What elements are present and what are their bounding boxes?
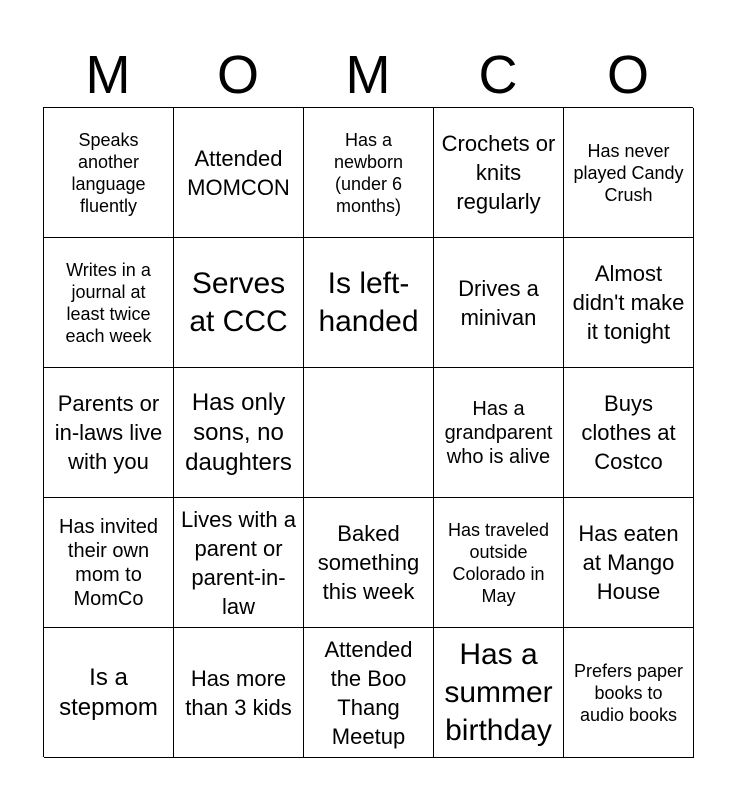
cell-text: Has eaten at Mango House [578, 521, 679, 604]
cell-text: Has a grandparent who is alive [444, 397, 553, 468]
cell-text: Drives a minivan [458, 275, 539, 330]
bingo-cell[interactable] [434, 238, 564, 368]
cell-text: Has only sons, no daughters [185, 388, 292, 476]
bingo-cell[interactable] [434, 498, 564, 628]
bingo-cell[interactable] [434, 108, 564, 238]
header-letter-1: M [85, 45, 131, 105]
bingo-cell[interactable] [564, 498, 694, 628]
bingo-cell[interactable] [174, 498, 304, 628]
cell-text: Has a summer birthday [444, 637, 553, 747]
cell-text: Has invited their own mom to MomCo [59, 515, 158, 610]
bingo-cell[interactable] [44, 498, 174, 628]
bingo-cell[interactable] [174, 238, 304, 368]
header-letter-5: O [606, 45, 649, 105]
cell-text: Has a newborn (under 6 months) [333, 129, 404, 216]
header-letter-2: O [216, 45, 259, 105]
cell-text: Has never played Candy Crush [573, 140, 684, 205]
bingo-cell[interactable] [44, 108, 174, 238]
bingo-header [43, 42, 693, 108]
cell-text: Is left-handed [318, 266, 419, 338]
bingo-cell-free[interactable] [304, 368, 434, 498]
cell-text: Attended the Boo Thang Meetup [324, 636, 413, 749]
cell-text: Almost didn't make it tonight [572, 261, 685, 344]
bingo-cell[interactable] [304, 238, 434, 368]
bingo-board [43, 107, 693, 757]
cell-text: Prefers paper books to audio books [573, 660, 684, 725]
cell-text: Speaks another language fluently [71, 129, 146, 216]
cell-text: Is a stepmom [59, 663, 158, 721]
bingo-cell[interactable] [174, 368, 304, 498]
cell-text: Has more than 3 kids [185, 665, 292, 720]
bingo-cell[interactable] [564, 628, 694, 758]
header-letter-4: C [478, 45, 518, 105]
bingo-cell[interactable] [44, 368, 174, 498]
bingo-cell[interactable] [564, 108, 694, 238]
cell-text: Has traveled outside Colorado in May [447, 519, 550, 606]
bingo-cell[interactable] [564, 238, 694, 368]
cell-text: Serves at CCC [189, 266, 288, 338]
bingo-cell[interactable] [564, 368, 694, 498]
bingo-cell[interactable] [174, 628, 304, 758]
cell-text: Parents or in-laws live with you [54, 391, 163, 474]
bingo-cell[interactable] [44, 238, 174, 368]
cell-text: Baked something this week [317, 521, 420, 604]
bingo-cell[interactable] [174, 108, 304, 238]
cell-text: Buys clothes at Costco [581, 391, 676, 474]
cell-text: Crochets or knits regularly [441, 131, 556, 214]
bingo-cell[interactable] [304, 108, 434, 238]
cell-text: Writes in a journal at least twice each week [65, 259, 152, 346]
header-letter-3: M [345, 45, 391, 105]
bingo-cell[interactable] [434, 368, 564, 498]
bingo-cell[interactable] [304, 498, 434, 628]
cell-text: Lives with a parent or parent-in-law [181, 506, 296, 619]
bingo-cell[interactable] [434, 628, 564, 758]
bingo-cell[interactable] [44, 628, 174, 758]
bingo-cell[interactable] [304, 628, 434, 758]
cell-text: Attended MOMCON [187, 145, 290, 200]
